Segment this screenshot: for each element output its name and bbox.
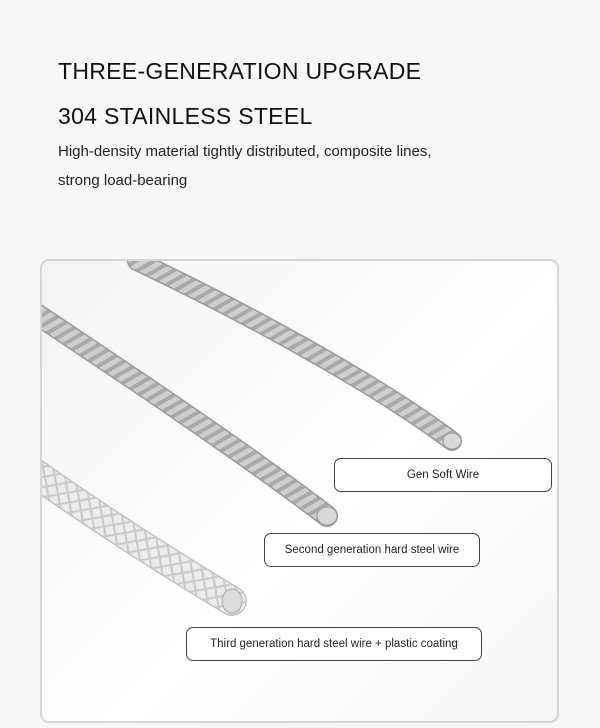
label-second-generation: Second generation hard steel wire <box>264 533 480 567</box>
heading-line-2: 304 STAINLESS STEEL <box>58 103 313 129</box>
product-image-panel <box>40 259 559 723</box>
description-line-2: strong load-bearing <box>58 172 188 189</box>
heading-line-1: THREE-GENERATION UPGRADE <box>58 58 422 84</box>
description-line-1: High-density material tightly distributed, composite lines, <box>58 143 432 160</box>
third-gen-coated-wire <box>42 471 242 613</box>
label-third-generation: Third generation hard steel wire + plastic coating <box>186 627 482 661</box>
label-gen-soft-wire: Gen Soft Wire <box>334 458 552 492</box>
